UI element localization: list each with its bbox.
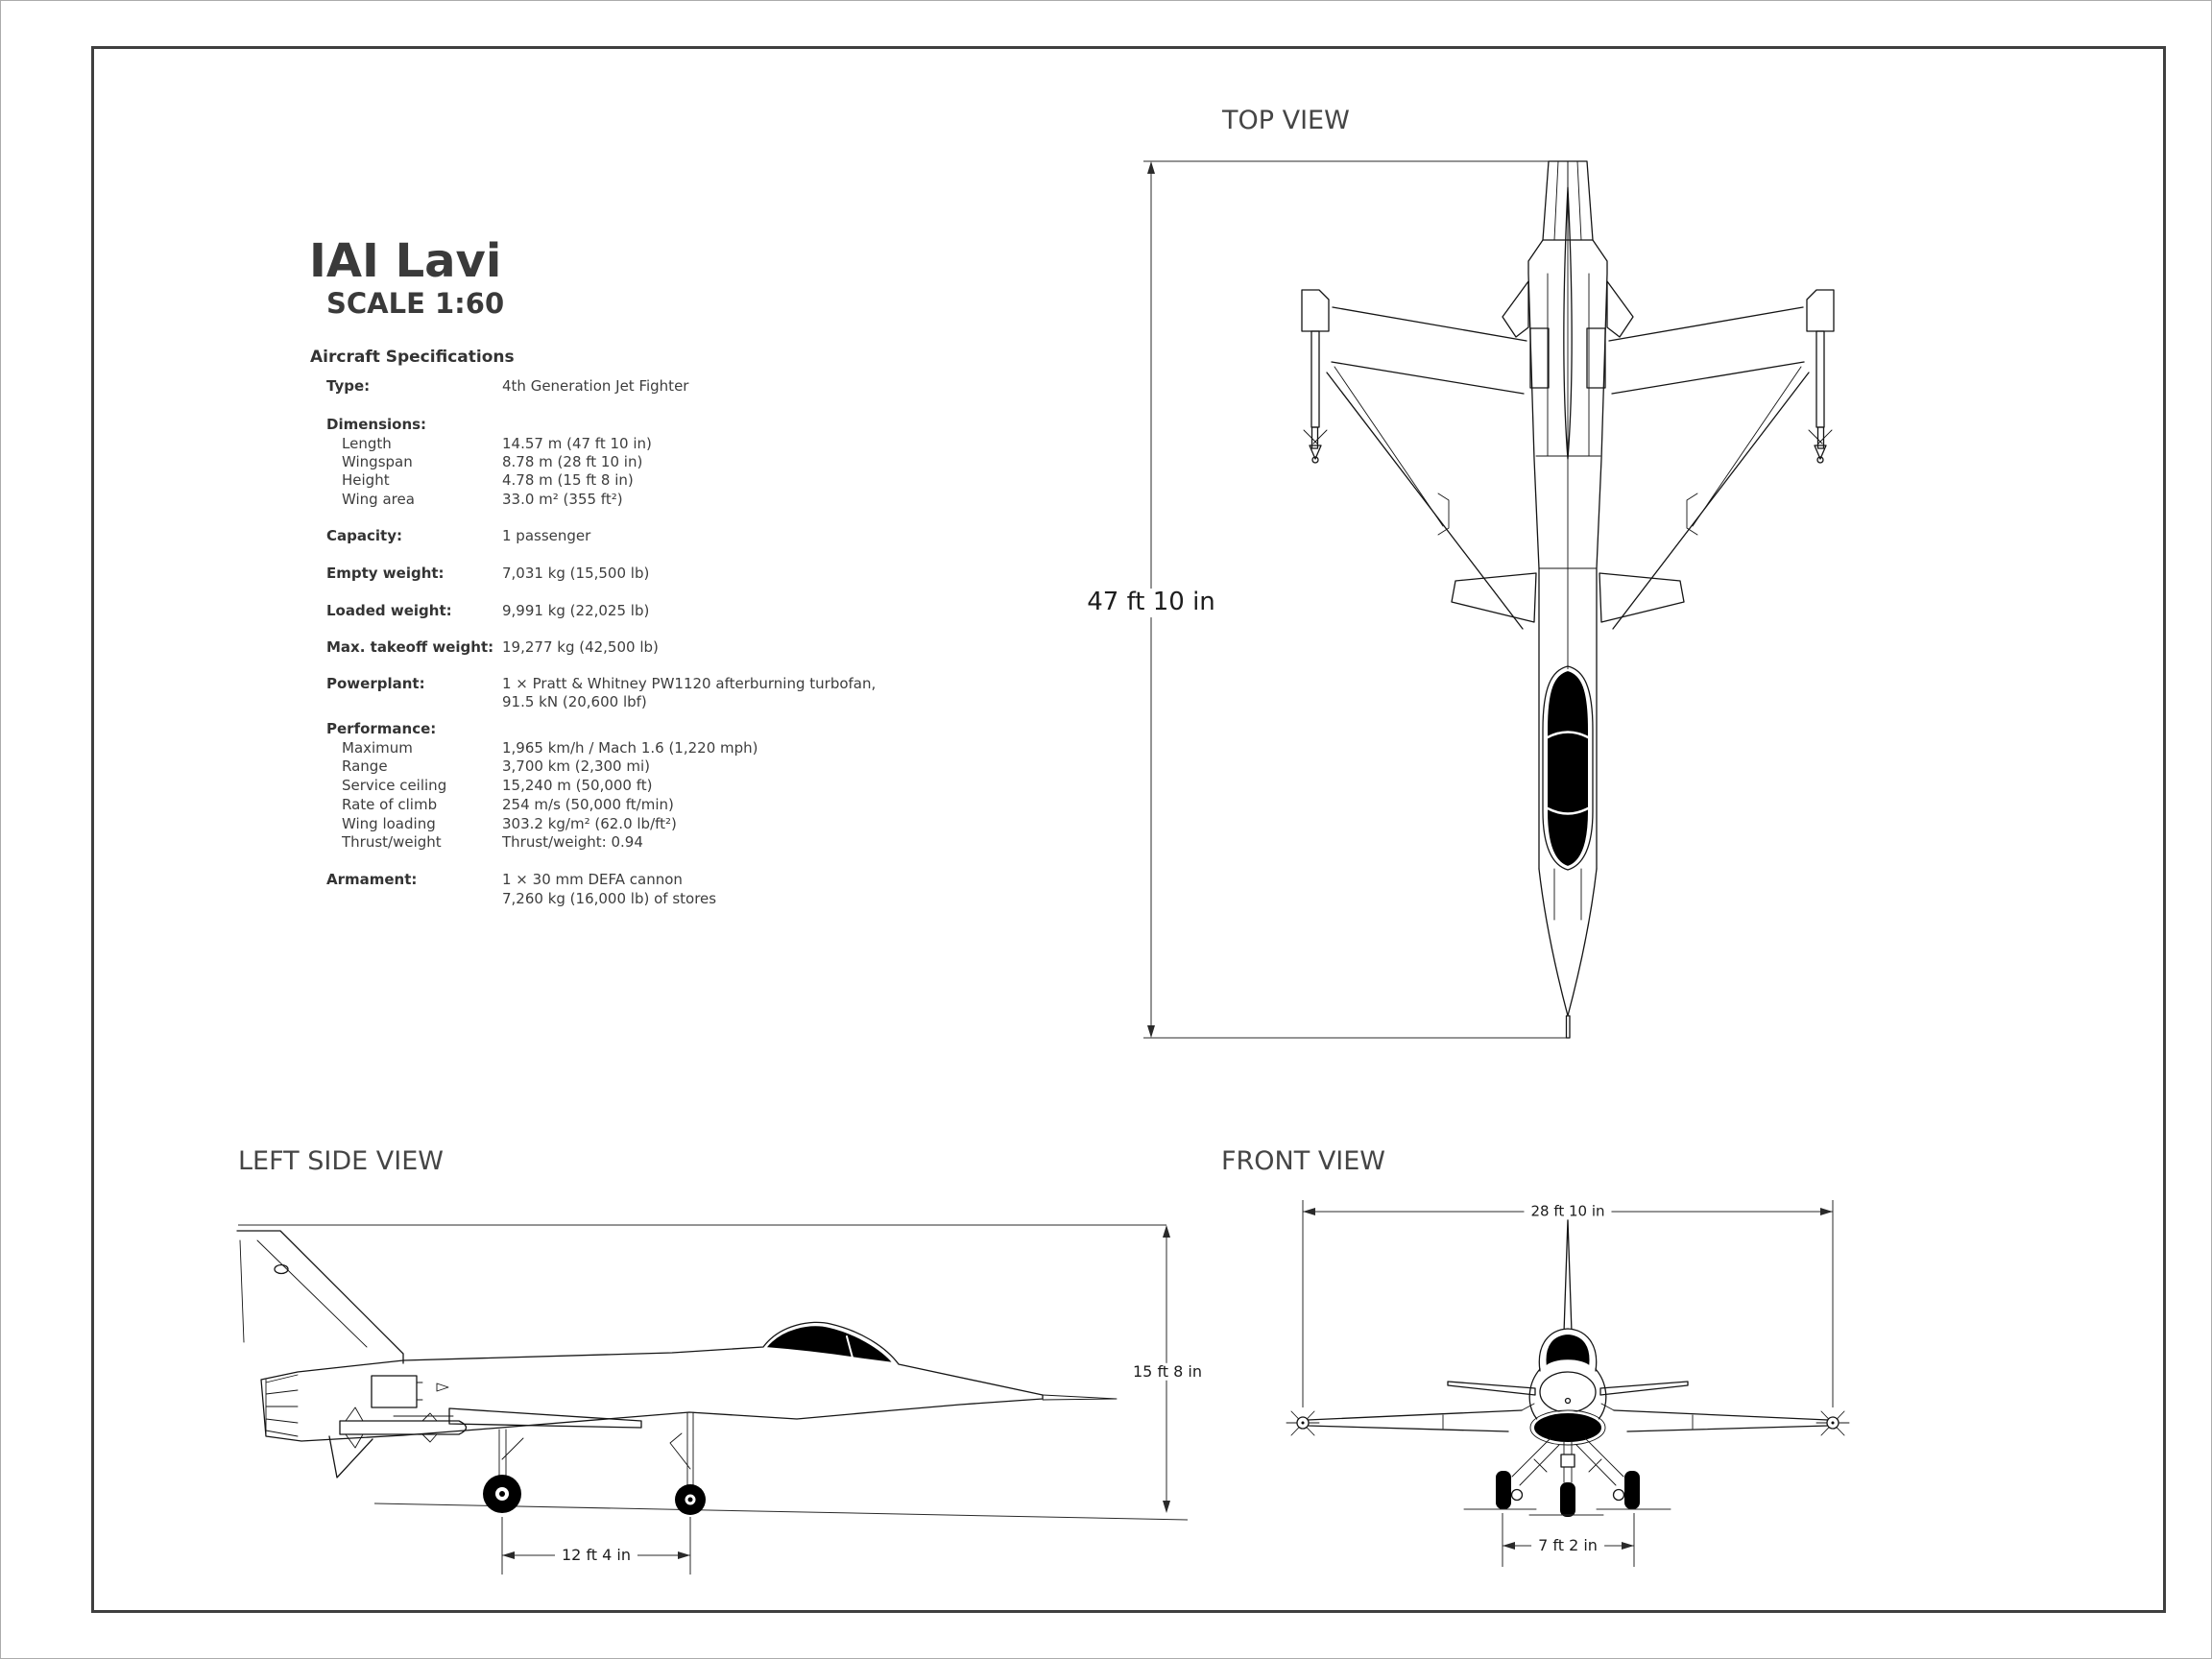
- spec-row-wingspan: [0, 453, 1056, 472]
- spec-row-armament-2: [0, 890, 1056, 909]
- spec-value: 1,965 km/h / Mach 1.6 (1,220 mph): [502, 739, 758, 757]
- aircraft-side-view: [237, 1231, 1117, 1515]
- spec-row-powerplant-2: [0, 693, 1056, 712]
- spec-row-loaded-weight: [0, 602, 1056, 621]
- spec-row-range: [0, 757, 1056, 777]
- spec-label: Performance:: [326, 720, 437, 737]
- spec-row-height: [0, 471, 1056, 491]
- spec-heading: Aircraft Specifications: [310, 348, 515, 367]
- side-view-title: LEFT SIDE VIEW: [238, 1146, 444, 1176]
- spec-label: Wing area: [342, 491, 415, 508]
- spec-label: Height: [342, 471, 390, 489]
- aircraft-top-view: [1302, 161, 1834, 1038]
- spec-label: Rate of climb: [342, 796, 438, 813]
- side-view-drawing: [226, 1200, 1229, 1594]
- spec-row-maximum: [0, 739, 1056, 758]
- spec-value: 19,277 kg (42,500 lb): [502, 638, 659, 656]
- spec-row-armament: [0, 871, 1056, 890]
- spec-value: 7,260 kg (16,000 lb) of stores: [502, 890, 717, 907]
- spec-label: Range: [342, 757, 388, 775]
- top-view-drawing: [1085, 96, 1891, 1056]
- spec-value: 33.0 m² (355 ft²): [502, 491, 623, 508]
- spec-label: Type:: [326, 377, 371, 395]
- scale-label: SCALE 1:60: [326, 287, 505, 320]
- spec-row-performance: [0, 720, 1056, 739]
- dim-label-height: 15 ft 8 in: [1126, 1363, 1209, 1381]
- spec-row-wing-area: [0, 491, 1056, 510]
- side-view-height-dimension: [238, 1225, 1170, 1513]
- spec-row-powerplant: [0, 675, 1056, 694]
- spec-label: Length: [342, 435, 392, 452]
- page-title: IAI Lavi: [309, 234, 502, 288]
- spec-label: Armament:: [326, 871, 418, 888]
- front-view-title: FRONT VIEW: [1221, 1146, 1386, 1176]
- spec-value: 1 passenger: [502, 527, 591, 544]
- dim-label-length: 47 ft 10 in: [1080, 589, 1222, 617]
- spec-value: 4th Generation Jet Fighter: [502, 377, 689, 395]
- aircraft-front-view: [1286, 1219, 1849, 1517]
- spec-row-length: [0, 435, 1056, 454]
- spec-row-mtow: [0, 638, 1056, 658]
- spec-value: 1 × Pratt & Whitney PW1120 afterburning turbofan,: [502, 675, 877, 692]
- spec-value: 1 × 30 mm DEFA cannon: [502, 871, 683, 888]
- spec-row-thrust-weight: [0, 833, 1056, 853]
- spec-value: 4.78 m (15 ft 8 in): [502, 471, 634, 489]
- spec-row-climb: [0, 796, 1056, 815]
- spec-value: 91.5 kN (20,600 lbf): [502, 693, 647, 710]
- spec-label: Empty weight:: [326, 565, 445, 582]
- spec-label: Capacity:: [326, 527, 402, 544]
- spec-label: Dimensions:: [326, 416, 427, 433]
- spec-row-dimensions: [0, 416, 1056, 435]
- spec-value: 254 m/s (50,000 ft/min): [502, 796, 674, 813]
- spec-label: Powerplant:: [326, 675, 425, 692]
- spec-value: 9,991 kg (22,025 lb): [502, 602, 650, 619]
- spec-row-wing-loading: [0, 815, 1056, 834]
- dim-label-track: 7 ft 2 in: [1531, 1537, 1604, 1554]
- front-view-drawing: [1277, 1190, 1896, 1594]
- spec-value: 7,031 kg (15,500 lb): [502, 565, 650, 582]
- spec-label: Wing loading: [342, 815, 436, 832]
- dim-label-wheelbase: 12 ft 4 in: [555, 1547, 637, 1564]
- spec-value: 15,240 m (50,000 ft): [502, 777, 653, 794]
- spec-value: 8.78 m (28 ft 10 in): [502, 453, 643, 470]
- spec-label: Max. takeoff weight:: [326, 638, 494, 656]
- spec-row-type: [0, 377, 1056, 397]
- spec-value: 3,700 km (2,300 mi): [502, 757, 650, 775]
- spec-value: 303.2 kg/m² (62.0 lb/ft²): [502, 815, 677, 832]
- spec-row-capacity: [0, 527, 1056, 546]
- spec-value: 14.57 m (47 ft 10 in): [502, 435, 652, 452]
- spec-label: Loaded weight:: [326, 602, 452, 619]
- spec-row-empty-weight: [0, 565, 1056, 584]
- spec-label: Wingspan: [342, 453, 413, 470]
- spec-row-ceiling: [0, 777, 1056, 796]
- top-view-title: TOP VIEW: [1222, 106, 1350, 135]
- spec-label: Service ceiling: [342, 777, 447, 794]
- spec-value: Thrust/weight: 0.94: [502, 833, 643, 851]
- dim-label-wingspan: 28 ft 10 in: [1524, 1203, 1611, 1219]
- spec-label: Thrust/weight: [342, 833, 442, 851]
- spec-label: Maximum: [342, 739, 413, 757]
